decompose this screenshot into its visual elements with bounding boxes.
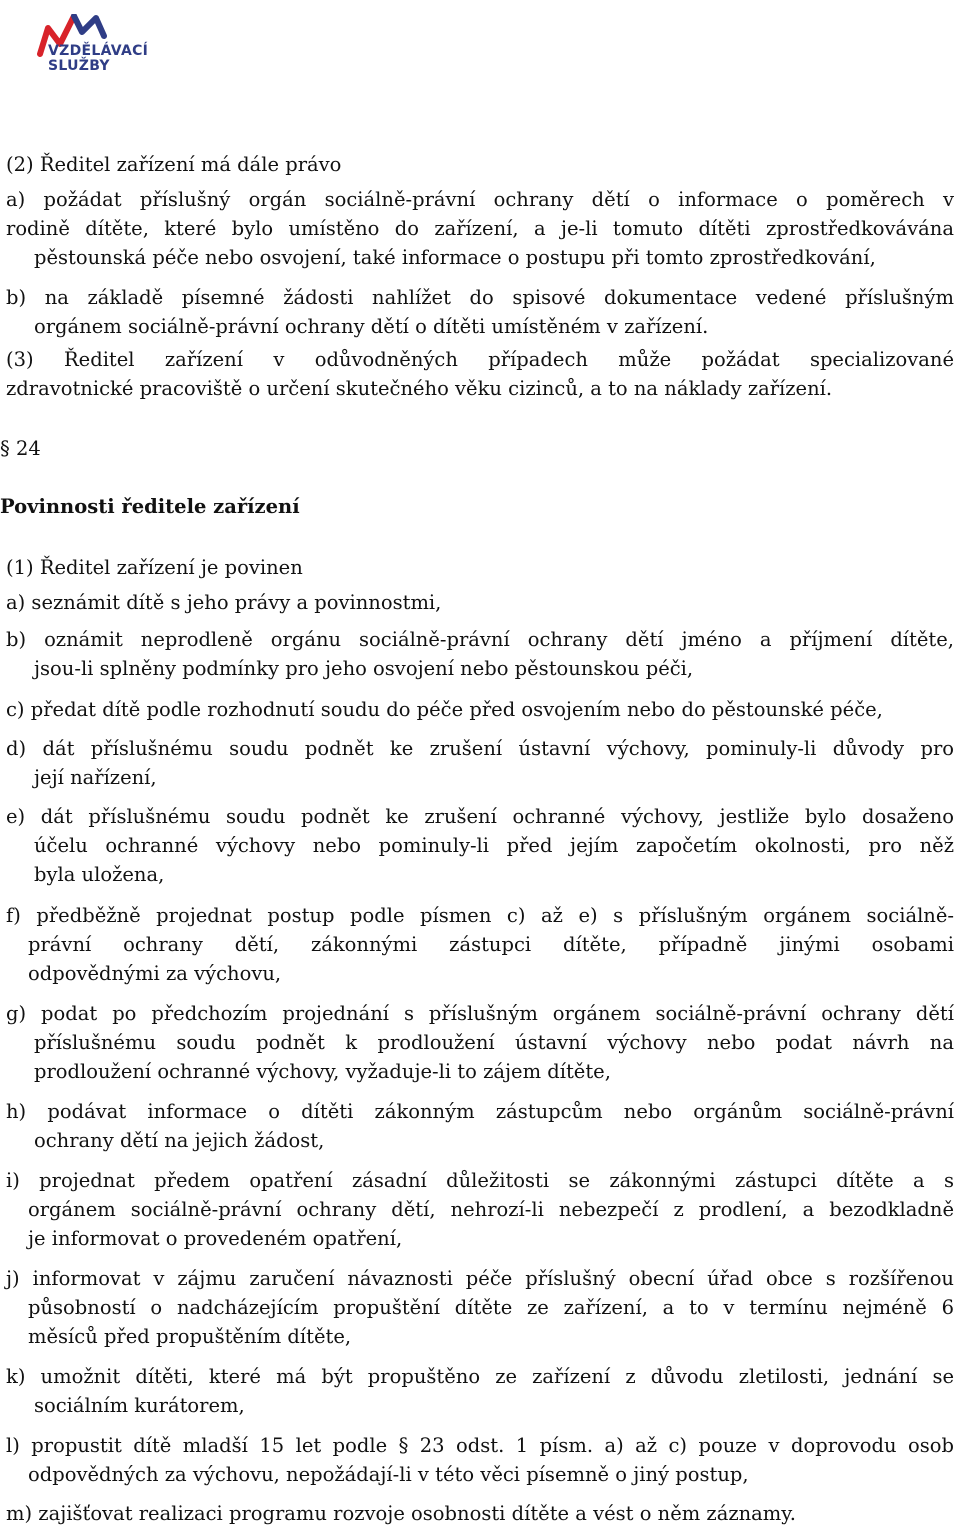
duty-a: a) seznámit dítě s jeho právy a povinnostmi, [6,591,442,614]
duty-j-line-1: j) informovat v zájmu zaručení návaznosti péče příslušný obecní úřad obce s rozšířenou [6,1267,954,1290]
duty-j-line-3: měsíců před propuštěním dítěte, [28,1325,352,1348]
item-a-line-3: pěstounská péče nebo osvojení, také informace o postupu při tomto zprostředkování, [34,246,876,269]
duty-k-line-1: k) umožnit dítěti, které má být propuštěno ze zařízení z důvodu zletilosti, jednání se [6,1365,954,1388]
duty-c: c) předat dítě podle rozhodnutí soudu do péče před osvojením nebo do pěstounské péče, [6,698,883,721]
logo-wordmark [48,44,148,74]
duty-l-line-2: odpovědných za výchovu, nepožádají-li v této věci písemně o jiný postup, [28,1463,749,1486]
item-b-line-2: orgánem sociálně-právní ochrany dětí o dítěti umístěném v zařízení. [34,315,709,338]
section-number: § 24 [0,437,41,460]
duty-h-line-1: h) podávat informace o dítěti zákonným zástupcům nebo orgánům sociálně-právní [6,1100,954,1123]
item-b-line-1: b) na základě písemné žádosti nahlížet do spisové dokumentace vedené příslušným [6,286,954,309]
duty-g-line-1: g) podat po předchozím projednání s příslušným orgánem sociálně-právní ochrany dětí [6,1002,954,1025]
duty-f-line-2: právní ochrany dětí, zákonnými zástupci dítěte, případně jinými osobami [28,933,954,956]
duty-f-line-1: f) předběžně projednat postup podle písmen c) až e) s příslušným orgánem sociálně- [6,904,954,927]
duty-d-line-1: d) dát příslušnému soudu podnět ke zrušení ústavní výchovy, pominuly-li důvody pro [6,737,954,760]
duty-d-line-2: její nařízení, [34,766,157,789]
duty-b-line-1: b) oznámit neprodleně orgánu sociálně-právní ochrany dětí jméno a příjmení dítěte, [6,628,954,651]
item-a-line-1: a) požádat příslušný orgán sociálně-právní ochrany dětí o informace o poměrech v [6,188,954,211]
paragraph-1-intro: (1) Ředitel zařízení je povinen [6,556,303,579]
duty-i-line-2: orgánem sociálně-právní ochrany dětí, nehrozí-li nebezpečí z prodlení, a bezodkladně [28,1198,954,1221]
duty-e-line-1: e) dát příslušnému soudu podnět ke zrušení ochranné výchovy, jestliže bylo dosaženo [6,805,954,828]
duty-l-line-1: l) propustit dítě mladší 15 let podle § 23 odst. 1 písm. a) až c) pouze v doprovodu osob [6,1434,954,1457]
logo-line-2: SLUŽBY [48,58,110,74]
duty-b-line-2: jsou-li splněny podmínky pro jeho osvojení nebo pěstounskou péči, [34,657,694,680]
paragraph-3-line-1: (3) Ředitel zařízení v odůvodněných případech může požádat specializované [6,348,954,371]
paragraph-3-line-2: zdravotnické pracoviště o určení skutečného věku cizinců, a to na náklady zařízení. [6,377,833,400]
paragraph-2-intro: (2) Ředitel zařízení má dále právo [6,153,342,176]
duty-m: m) zajišťovat realizaci programu rozvoje osobnosti dítěte a vést o něm záznamy. [6,1502,796,1525]
duty-k-line-2: sociálním kurátorem, [34,1394,245,1417]
duty-h-line-2: ochrany dětí na jejich žádost, [34,1129,325,1152]
duty-i-line-3: je informovat o provedeném opatření, [28,1227,403,1250]
duty-g-line-3: prodloužení ochranné výchovy, vyžaduje-li to zájem dítěte, [34,1060,611,1083]
duty-f-line-3: odpovědnými za výchovu, [28,962,282,985]
section-title: Povinnosti ředitele zařízení [0,495,300,518]
duty-i-line-1: i) projednat předem opatření zásadní důležitosti se zákonnými zástupci dítěte a s [6,1169,954,1192]
duty-j-line-2: působností o nadcházejícím propuštění dítěte ze zařízení, a to v termínu nejméně 6 [28,1296,954,1319]
duty-e-line-2: účelu ochranné výchovy nebo pominuly-li před jejím započetím okolnosti, pro něž [34,834,954,857]
duty-e-line-3: byla uložena, [34,863,165,886]
logo-line-1: VZDĚLÁVACÍ [48,43,149,59]
item-a-line-2: rodině dítěte, které bylo umístěno do zařízení, a je-li tomuto dítěti zprostředkovávána [6,217,954,240]
duty-g-line-2: příslušnému soudu podnět k prodloužení ústavní výchovy nebo podat návrh na [34,1031,954,1054]
